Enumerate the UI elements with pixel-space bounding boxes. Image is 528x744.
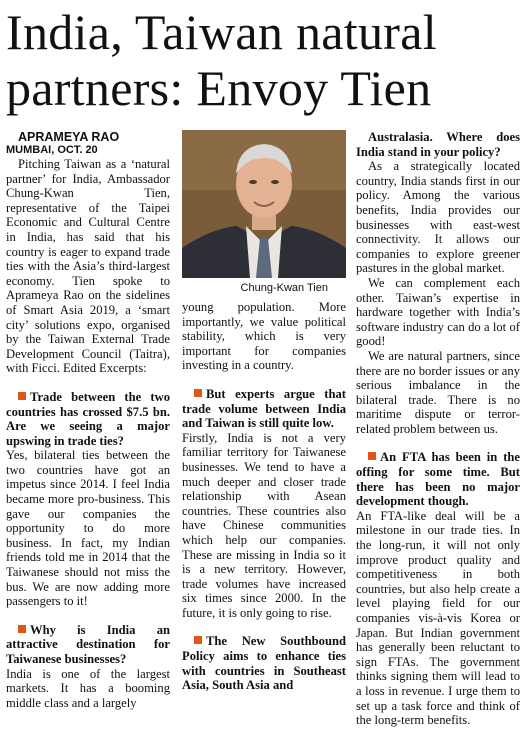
byline: APRAMEYA RAO — [18, 130, 120, 144]
answer-4-paragraph-2: We can complement each other. Taiwan’s expertise in hardware together with India’s software industry can do a lot of good! — [356, 275, 520, 349]
question-marker-icon — [18, 625, 26, 633]
photo-caption: Chung-Kwan Tien — [240, 282, 328, 294]
question-marker-icon — [194, 636, 202, 644]
question-1-text: Trade between the two countries has crossed $7.5 bn. Are we seeing a major upswing in trade ties? — [6, 389, 170, 448]
question-2-text: Why is India an attractive destination for Taiwanese businesses? — [6, 622, 170, 666]
dateline: MUMBAI, OCT. 20 — [6, 144, 98, 156]
column-3 — [356, 130, 520, 728]
portrait-image — [182, 130, 346, 278]
answer-3: Firstly, India is not a very familiar territory for Taiwanese businesses. We tend to have a much deeper and closer trade relationship with Asean countries. These countries also have Chinese communities which help our companies. These are missing in India so it is a new territory. However, trade volumes have increased six times since 2000. In the future, it is only going to rise. — [182, 430, 346, 620]
question-5 — [356, 450, 520, 508]
answer-1: Yes, bilateral ties between the two countries have got an impetus since 2014. I feel India became more pro-business. This gave our companies the opportunity to do more business. In fact, my Indian friends told me in 2014 that the Taiwanese should not miss the bus. We are now adding more passengers to it! — [6, 448, 170, 609]
question-4 — [182, 634, 346, 692]
question-2 — [6, 623, 170, 667]
answer-4-paragraph-3: We are natural partners, since there are no border issues or any serious imbalance in the bilateral trade. There is no maritime dispute or terror-related problem between us. — [356, 348, 520, 436]
portrait-photo — [182, 130, 346, 300]
question-marker-icon — [368, 452, 376, 460]
question-3 — [182, 387, 346, 431]
question-marker-icon — [18, 392, 26, 400]
answer-2-part-1: India is one of the largest markets. It has a booming middle class and a largely — [6, 666, 170, 710]
answer-4-paragraph-1: As a strategically located country, India stands first in our policy. Among the various benefits, India provides our businesses with east-west connectivity. It allows our companies to explore greener pastures in the global market. — [356, 159, 520, 276]
answer-2-part-2: young population. More importantly, we value political stability, which is very important for companies investing in a country. — [182, 300, 346, 373]
column-2 — [182, 300, 346, 693]
answer-5: An FTA-like deal will be a milestone in our trade ties. In the long-run, it will not only improve product quality and competitiveness in both countries, but also help create a level playing field for our companies vis-à-vis Korea or Japan. But Indian government has generally been reluctant to sign FTAs. The government thinks signing them will lead to a loss in revenue. I urge them to set up a task force and think of the long-term benefits. — [356, 508, 520, 728]
question-1 — [6, 390, 170, 448]
headline-line-1: India, Taiwan natural — [6, 4, 437, 60]
intro-paragraph: Pitching Taiwan as a ‘natural partner’ for India, Ambassador Chung-Kwan Tien, representative of the Taipei Economic and Cultural Centre in India, has said that his country is eager to expand trade ties with the Asia’s third-largest economy. Tien spoke to Aprameya Rao on the sidelines of Smart Asia 2019, a ‘smart city’ solutions expo, organised by the Taiwan External Trade Development Council (Taitra), with Ficci. Edited Excerpts: — [6, 157, 170, 376]
headline — [6, 4, 524, 116]
headline-line-2: partners: Envoy Tien — [6, 60, 432, 116]
question-marker-icon — [194, 389, 202, 397]
question-4-text-part-1: The New Southbound Policy aims to enhance ties with countries in Southeast Asia, South Asia and — [182, 634, 346, 693]
column-1 — [6, 130, 170, 710]
question-5-text: An FTA has been in the offing for some time. But there has been no major development though. — [356, 450, 520, 509]
question-3-text: But experts argue that trade volume between India and Taiwan is still quite low. — [182, 386, 346, 431]
question-4-text-part-2: Australasia. Where does India stand in your policy? — [356, 130, 520, 159]
